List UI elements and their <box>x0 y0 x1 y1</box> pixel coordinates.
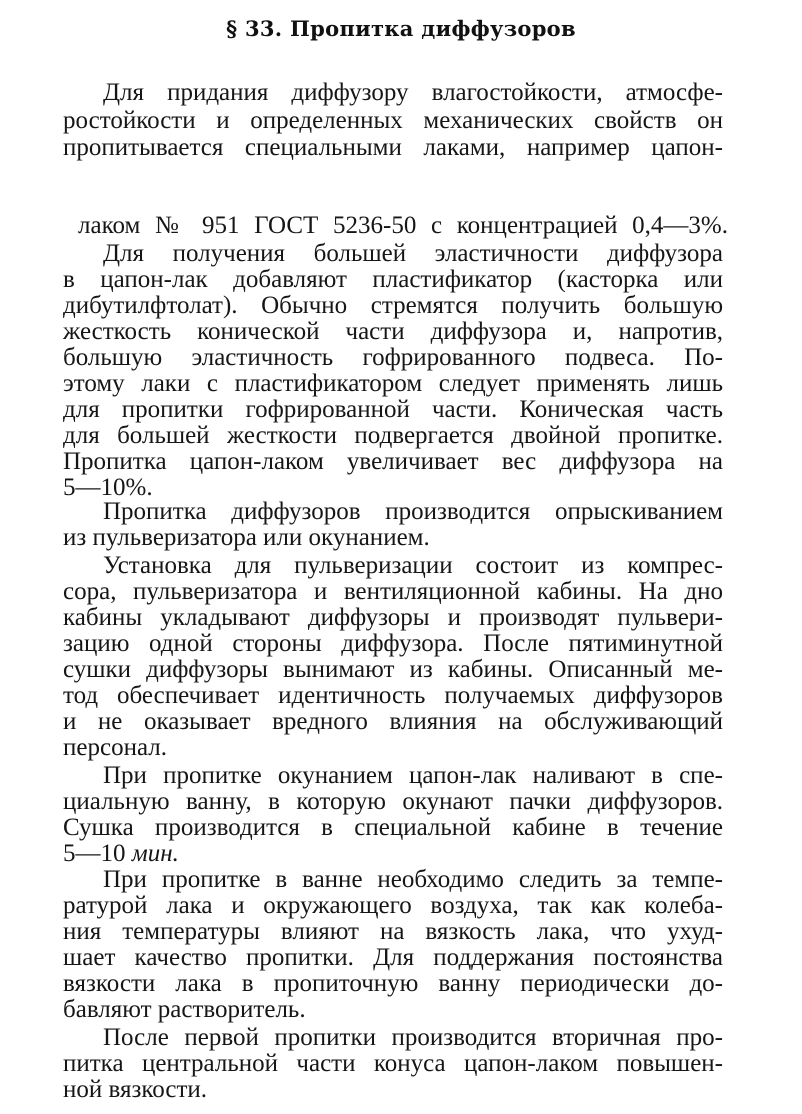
text-line: После первой пропитки производится вторичная про- <box>103 1024 723 1051</box>
text-line: Сушка производится в специальной кабине в течение <box>63 814 723 841</box>
text-line: Пропитка диффузоров производится опрыскиванием <box>103 498 723 525</box>
text-line: пропитывается специальными лаками, например цапон- <box>63 134 723 161</box>
text-line: циальную ванну, в которую окунают пачки диффузоров. <box>63 788 723 815</box>
text-line: При пропитке в ванне необходимо следить за темпе- <box>103 866 723 893</box>
text-line: Для получения большей эластичности диффузора <box>103 240 723 267</box>
text-line: тод обеспечивает идентичность получаемых диффузоров <box>63 682 723 709</box>
text-line: зацию одной стороны диффузора. После пятиминутной <box>63 630 723 657</box>
text-line: Для придания диффузору влагостойкости, атмосфе- <box>103 79 723 106</box>
text-line: 5—10%. <box>63 474 153 501</box>
text-line: ния температуры влияют на вязкость лака, что ухуд- <box>63 918 723 945</box>
text-line: питка центральной части конуса цапон-лаком повышен- <box>63 1050 723 1077</box>
text-line: ной вязкости. <box>63 1076 208 1103</box>
text-line: Пропитка цапон-лаком увеличивает вес диффузора на <box>63 448 723 475</box>
text-line: для пропитки гофрированной части. Коническая часть <box>63 396 723 423</box>
text-line: кабины укладывают диффузоры и производят пульвери- <box>63 604 723 631</box>
text-line <box>63 840 723 868</box>
text-line: ростойкости и определенных механических свойств он <box>63 107 723 134</box>
text-line: и не оказывает вредного влияния на обслуживающий <box>63 708 723 735</box>
text-line: сушки диффузоры вынимают из кабины. Описанный ме- <box>63 656 723 683</box>
text-line: При пропитке окунанием цапон-лак наливают в спе- <box>103 762 723 789</box>
text-line: в цапон-лак добавляют пластификатор (касторка или <box>63 266 723 293</box>
text-line: для большей жесткости подвергается двойной пропитке. <box>63 422 723 449</box>
text-line: бавляют растворитель. <box>63 996 306 1023</box>
text-line: лаком № 951 ГОСТ 5236-50 с концентрацией 0,4—3%. <box>78 212 728 239</box>
text-line: Установка для пульверизации состоит из компрес- <box>103 552 723 579</box>
text-line: вязкости лака в пропиточную ванну периодически до- <box>63 970 723 997</box>
section-title: § 33. Пропитка диффузоров <box>226 16 576 41</box>
text-line: большую эластичность гофрированного подвеса. По- <box>63 344 723 371</box>
text-line: ратурой лака и окружающего воздуха, так как колеба- <box>63 892 723 919</box>
text-line: жесткость конической части диффузора и, напротив, <box>63 318 723 345</box>
duration-value: 5—10 <box>63 840 126 867</box>
text-line: персонал. <box>63 734 167 761</box>
text-line: дибутилфтолат). Обычно стремятся получить большую <box>63 292 723 319</box>
text-line: из пульверизатора или окунанием. <box>63 524 430 551</box>
text-line: сора, пульверизатора и вентиляционной кабины. На дно <box>63 578 723 605</box>
text-line: шает качество пропитки. Для поддержания постоянства <box>63 944 723 971</box>
text-line: этому лаки с пластификатором следует применять лишь <box>63 370 723 397</box>
duration-unit: мин. <box>131 840 179 867</box>
